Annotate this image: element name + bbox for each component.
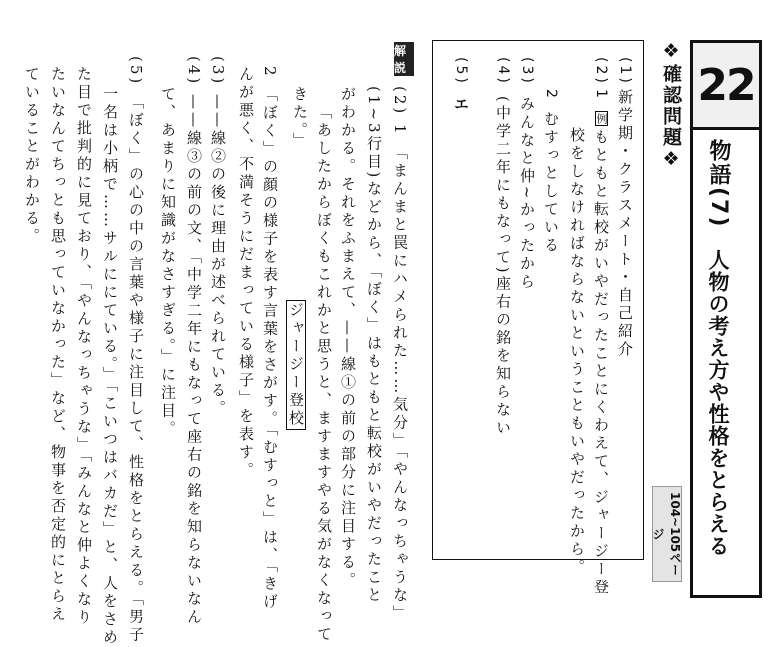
explanation-line-11: (5) 「ぼく」の心の中の言葉や様子に注目して、性格をとらえる。「男子: [127, 56, 145, 645]
q4-label: (4): [495, 57, 511, 86]
answer-q1-text: 新学期・クラスメート・自己紹介: [616, 89, 634, 359]
explanation-line-13: た目で批判的に見ており、「やんなっちゃうな」「みんなと仲よくなり: [75, 66, 93, 627]
explanation-line-4: 「あしたからぼくもこれかと思うと、ますますやる気がなくなって: [315, 104, 333, 644]
explanation-line-12: 一名は小柄で……サルににている。」「こいつはバカだ」と、人をさめ: [101, 86, 119, 647]
explanation-line-14: たいなんてちっとも思っていなかった」など、物事を否定的にとらえ: [49, 66, 67, 624]
answer-q4: [495, 57, 510, 438]
answer-q5: [453, 57, 468, 114]
q3-label: (3): [519, 57, 535, 86]
explanation-line-10: て、あまりに知識がなさすぎる。」に注目。: [159, 86, 177, 439]
explanation-line-15: ていることがわかる。: [23, 66, 41, 246]
answer-box: [432, 40, 644, 597]
explanation-boxed-word: [288, 300, 303, 430]
q2-label: (2): [593, 57, 609, 86]
explanation-line-2: (1~3行目)などから、「ぼく」はもともと転校がいやだったこと: [365, 86, 383, 605]
answer-q2-1-line2: 校をしなければならないということもいやだったから。: [568, 127, 586, 577]
unit-number: 22: [697, 59, 755, 111]
answer-q2-label-col: [593, 57, 608, 86]
q5-text: エ: [452, 95, 470, 114]
unit-subject: 物語(7): [706, 139, 731, 229]
boxed-word: ジャージー登校: [287, 302, 305, 428]
explanation-line-8: (3) ——線②の後に理由が述べられている。: [209, 56, 227, 419]
q2-1-line1-text: もともと転校がいやだったことにくわえて、ジャージー登: [592, 128, 610, 597]
explanation-line-6: 2 「ぼく」の顔の様子を表す言葉をさがす。「むすっと」は、「きげ: [261, 66, 279, 612]
page-reference-badge: 104~105ページ: [652, 486, 682, 582]
q2-2-number: 2: [543, 89, 559, 101]
explanation-line-1: (2) 1 「まんまと罠にハメられた……気分」「やんなっちゃうな」: [391, 86, 409, 623]
answer-q3: [519, 57, 534, 291]
explanation-line-5: きた。」: [291, 86, 309, 151]
example-tag: 例: [595, 112, 608, 124]
q2-1-number: 1: [593, 89, 609, 101]
answer-q2-2: [543, 89, 558, 255]
q1-label: (1): [617, 57, 633, 86]
explanation-line-9: (4) ——線③の前の文、「中学二年にもなって座右の銘を知らないなん: [185, 56, 203, 627]
q4-text: (中学二年にもなって)座右の銘を知らない: [494, 95, 512, 438]
explanation-line-7: んが悪く、不満そうにだまっている様子」を表す。: [237, 66, 255, 480]
explanation-line-3: がわかる。それをふまえて、——線①の前の部分に注目する。: [339, 86, 357, 590]
answer-q1: [617, 57, 632, 86]
q5-label: (5): [453, 57, 469, 86]
q2-2-text: むすっとしている: [542, 110, 560, 255]
explanation-tag: 解説: [394, 42, 414, 76]
q3-text: みんなと仲~かったから: [518, 95, 536, 292]
unit-header: [690, 40, 762, 598]
unit-number-box: [693, 43, 759, 130]
check-questions-heading: ❖確認問題❖: [660, 40, 682, 172]
answer-q2-1-line1: [593, 89, 608, 597]
unit-title: 人物の考え方や性格をとらえる: [706, 249, 730, 557]
